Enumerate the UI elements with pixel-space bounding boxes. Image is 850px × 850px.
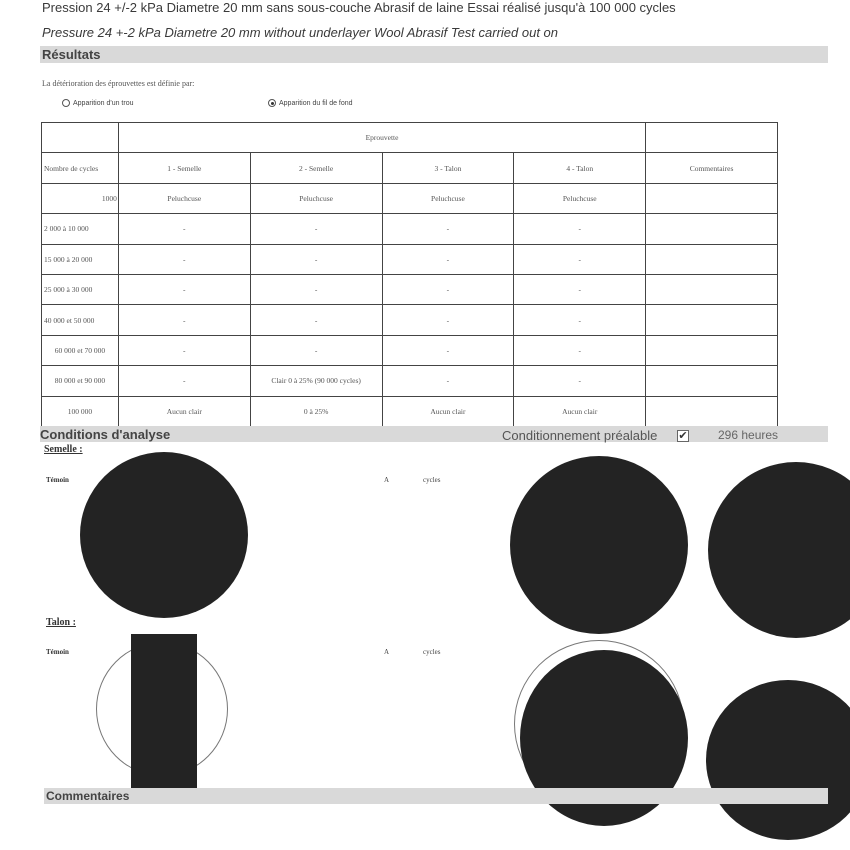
comment-cell (646, 305, 778, 335)
commentaires-band (44, 788, 828, 804)
table-row (42, 366, 778, 396)
cycles-cell: 40 000 et 50 000 (42, 305, 119, 335)
test-conditions-en: Pressure 24 +-2 kPa Diametre 20 mm without underlayer Wool Abrasif Test carried out on (42, 25, 559, 40)
table-cell: Peluchcuse (250, 183, 382, 213)
table-header-row (42, 153, 778, 183)
radio-fil-de-fond-icon[interactable] (268, 99, 276, 107)
radio-trou-icon[interactable] (62, 99, 70, 107)
talon-cycles-label: cycles (423, 648, 441, 656)
table-cell: - (514, 244, 646, 274)
cycles-cell: 80 000 et 90 000 (42, 366, 119, 396)
table-cell: Aucun clair (514, 396, 646, 426)
table-cell: - (118, 274, 250, 304)
table-cell: - (250, 274, 382, 304)
option-fil-de-fond[interactable] (268, 99, 353, 107)
talon-tested-sample-2 (706, 680, 850, 840)
table-cell: Peluchcuse (382, 183, 514, 213)
column-header: 2 - Semelle (250, 153, 382, 183)
table-row (42, 335, 778, 365)
table-cell: - (514, 335, 646, 365)
table-cell: - (382, 335, 514, 365)
table-cell: - (382, 214, 514, 244)
table-row (42, 274, 778, 304)
comment-cell (646, 366, 778, 396)
table-cell: Aucun clair (382, 396, 514, 426)
comment-cell (646, 244, 778, 274)
preconditioning-checkbox[interactable]: ✔ (678, 430, 688, 442)
table-cell: - (382, 366, 514, 396)
table-corner-cell (42, 123, 119, 153)
comment-cell (646, 183, 778, 213)
table-row (42, 214, 778, 244)
semelle-a-label: A (384, 476, 390, 484)
table-cell: - (514, 214, 646, 244)
comment-cell (646, 214, 778, 244)
table-cell: - (250, 335, 382, 365)
resultats-band (40, 46, 828, 63)
cycles-cell: 100 000 (42, 396, 119, 426)
table-cell: - (118, 366, 250, 396)
table-cell: - (514, 274, 646, 304)
table-cell: - (250, 214, 382, 244)
preconditioning-hours: 296 heures (718, 428, 779, 442)
semelle-cycles-label: cycles (423, 476, 441, 484)
talon-temoin-label: Témoin (46, 648, 69, 656)
commentaires-title: Commentaires (46, 789, 130, 803)
cycles-cell: 60 000 et 70 000 (42, 335, 119, 365)
talon-a-label: A (384, 648, 390, 656)
table-cell: Clair 0 à 25% (90 000 cycles) (250, 366, 382, 396)
table-cell: - (514, 366, 646, 396)
table-row (42, 396, 778, 426)
talon-reference-sample (131, 634, 197, 790)
column-header: 4 - Talon (514, 153, 646, 183)
semelle-tested-sample-2 (708, 462, 850, 638)
table-cell: - (118, 335, 250, 365)
column-header: 3 - Talon (382, 153, 514, 183)
table-cell: - (250, 244, 382, 274)
table-cell: - (118, 244, 250, 274)
table-cell: Peluchcuse (118, 183, 250, 213)
semelle-temoin-label: Témoin (46, 476, 69, 484)
comment-cell (646, 335, 778, 365)
table-cell: Peluchcuse (514, 183, 646, 213)
column-header: 1 - Semelle (118, 153, 250, 183)
option-trou-label: Apparition d'un trou (73, 99, 134, 107)
table-cell: - (118, 214, 250, 244)
test-conditions-fr: Pression 24 +/-2 kPa Diametre 20 mm sans sous-couche Abrasif de laine Essai réalisé jusqu'à 100 000 cycles (42, 0, 676, 15)
table-row (42, 244, 778, 274)
option-fil-de-fond-label: Apparition du fil de fond (279, 99, 353, 107)
cycles-cell: 25 000 à 30 000 (42, 274, 119, 304)
deterioration-intro: La détérioration des éprouvettes est définie par: (42, 79, 195, 88)
table-cell: - (382, 305, 514, 335)
column-header: Nombre de cycles (42, 153, 119, 183)
eprouvette-header: Eprouvette (118, 123, 645, 153)
conditions-title: Conditions d'analyse (40, 427, 171, 442)
preconditioning-label: Conditionnement préalable (502, 428, 658, 443)
option-trou[interactable] (62, 99, 134, 107)
table-row (42, 305, 778, 335)
table-cell: - (250, 305, 382, 335)
table-corner-right (646, 123, 778, 153)
semelle-title: Semelle : (44, 444, 83, 455)
table-cell: Aucun clair (118, 396, 250, 426)
talon-title: Talon : (46, 617, 76, 628)
cycles-cell: 2 000 à 10 000 (42, 214, 119, 244)
table-cell: 0 à 25% (250, 396, 382, 426)
table-cell: - (382, 274, 514, 304)
results-table (41, 122, 778, 427)
table-cell: - (382, 244, 514, 274)
table-cell: - (514, 305, 646, 335)
table-row (42, 183, 778, 213)
comment-cell (646, 396, 778, 426)
comment-cell (646, 274, 778, 304)
table-cell: - (118, 305, 250, 335)
semelle-tested-sample-1 (510, 456, 688, 634)
cycles-cell: 15 000 à 20 000 (42, 244, 119, 274)
semelle-reference-sample (80, 452, 248, 618)
resultats-title: Résultats (42, 47, 101, 62)
column-header: Commentaires (646, 153, 778, 183)
cycles-cell: 1000 (42, 183, 119, 213)
